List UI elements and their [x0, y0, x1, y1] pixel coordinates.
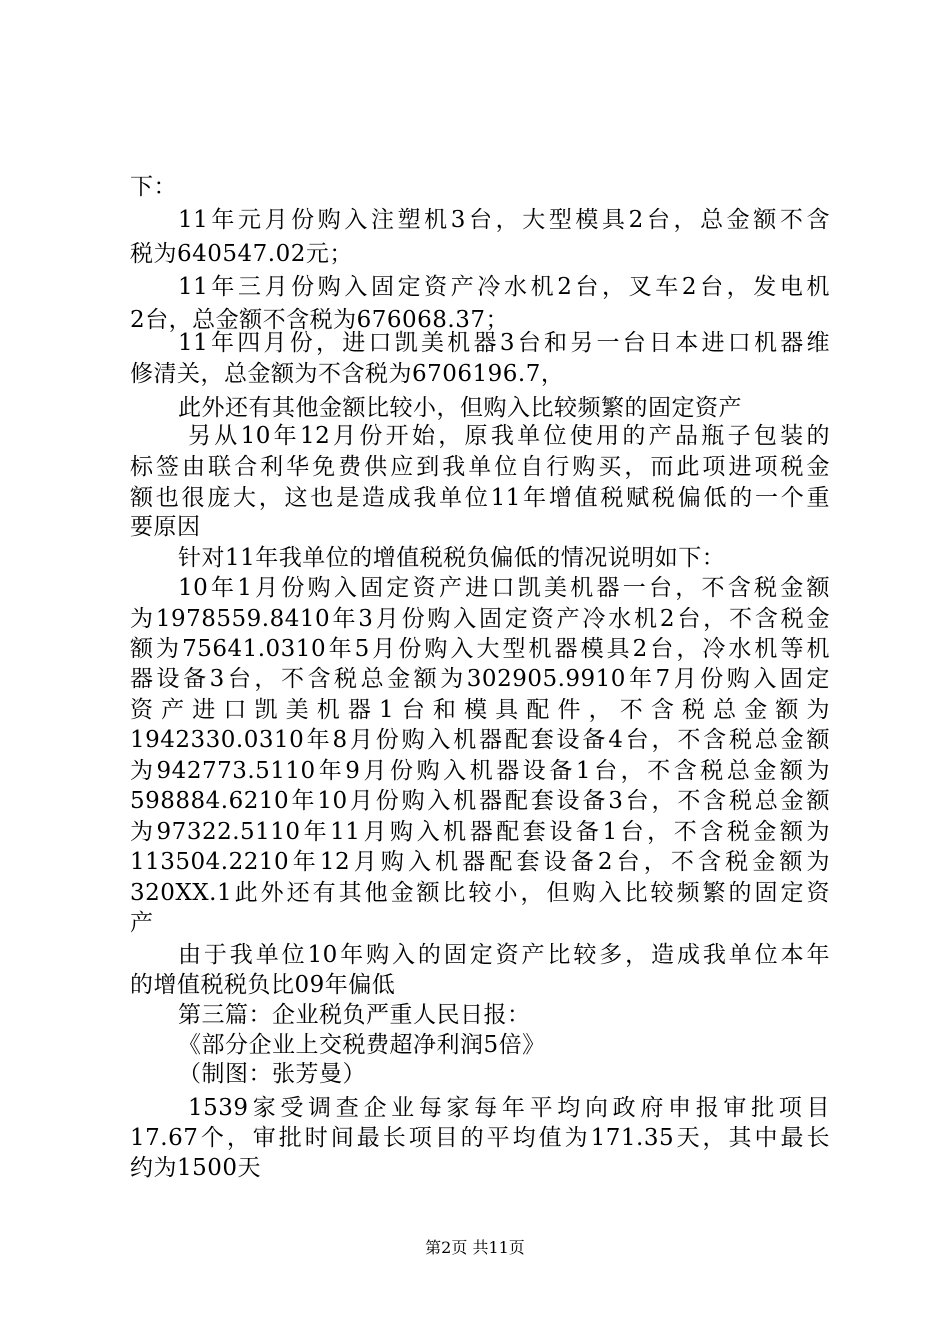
text-line: 要原因 [130, 514, 201, 540]
text-line: 1942330.0310年8月份购入机器配套设备4台，不含税总金额 [130, 727, 830, 753]
text-line: 2台，总金额不含税为676068.37； [130, 307, 510, 333]
text-line: 598884.6210年10月份购入机器配套设备3台，不含税总金额 [130, 788, 830, 814]
text-line: 针对11年我单位的增值税税负偏低的情况说明如下： [178, 545, 726, 571]
text-line: 为942773.5110年9月份购入机器设备1台，不含税总金额为 [130, 758, 830, 784]
text-line: 的增值税税负比09年偏低 [130, 972, 396, 998]
text-line: 税为640547.02元； [130, 241, 353, 267]
text-line: 为1978559.8410年3月份购入固定资产冷水机2台，不含税金 [130, 606, 830, 632]
text-line: 额为75641.0310年5月份购入大型机器模具2台，冷水机等机 [130, 636, 830, 662]
text-line: 标签由联合利华免费供应到我单位自行购买，而此项进项税金 [130, 454, 830, 480]
text-line: 113504.2210年12月购入机器配套设备2台，不含税金额为 [130, 849, 830, 875]
text-line: 11年元月份购入注塑机3台，大型模具2台，总金额不含 [178, 207, 830, 233]
text-line: 10年1月份购入固定资产进口凯美机器一台，不含税金额 [178, 575, 830, 601]
text-line: 下： [130, 174, 177, 200]
text-line: 产 [130, 910, 154, 936]
text-line: 约为1500天 [130, 1155, 262, 1181]
text-line: 另从10年12月份开始，原我单位使用的产品瓶子包装的 [188, 423, 830, 449]
text-line: 资产进口凯美机器1台和模具配件，不含税总金额为 [130, 697, 830, 723]
text-line: 第三篇：企业税负严重人民日报： [178, 1002, 531, 1028]
text-line: 器设备3台，不含税总金额为302905.9910年7月份购入固定 [130, 666, 830, 692]
text-line: （制图：张芳曼） [178, 1061, 366, 1087]
text-line: 此外还有其他金额比较小，但购入比较频繁的固定资产 [178, 395, 742, 421]
text-line: 《部分企业上交税费超净利润5倍》 [178, 1032, 546, 1058]
page-number-footer: 第2页 共11页 [425, 1238, 525, 1257]
text-line: 320XX.1此外还有其他金额比较小，但购入比较频繁的固定资 [130, 880, 830, 906]
text-line: 修清关，总金额为不含税为6706196.7， [130, 361, 565, 387]
text-line: 由于我单位10年购入的固定资产比较多，造成我单位本年 [178, 942, 830, 968]
text-line: 11年三月份购入固定资产冷水机2台，叉车2台，发电机 [178, 274, 830, 300]
text-line: 1539家受调查企业每家每年平均向政府申报审批项目 [188, 1095, 830, 1121]
text-line: 为97322.5110年11月购入机器配套设备1台，不含税金额为 [130, 819, 830, 845]
text-line: 额也很庞大，这也是造成我单位11年增值税赋税偏低的一个重 [130, 485, 830, 511]
text-line: 11年四月份，进口凯美机器3台和另一台日本进口机器维 [178, 330, 830, 356]
text-line: 17.67个，审批时间最长项目的平均值为171.35天，其中最长 [130, 1125, 830, 1151]
